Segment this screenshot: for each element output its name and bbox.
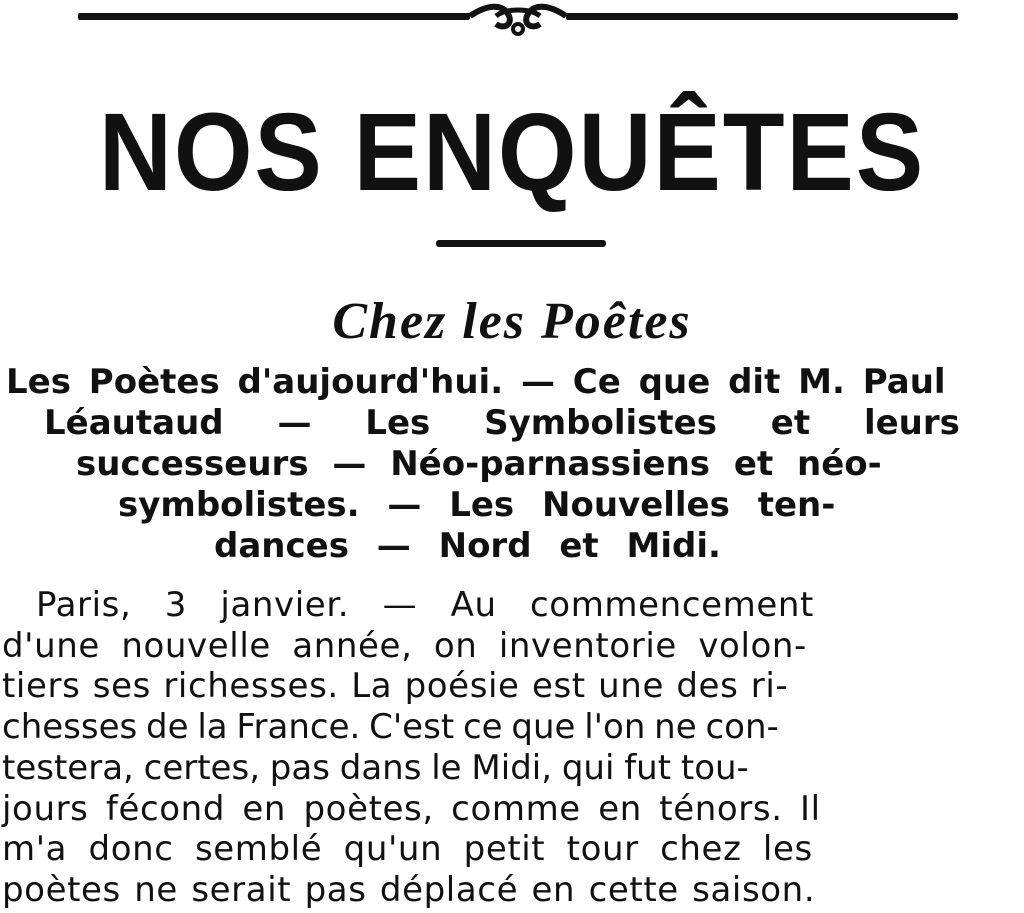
article-line: tiers ses richesses. La poésie est une des ri- [2, 666, 789, 707]
article-line: m'a donc semblé qu'un petit tour chez les [2, 829, 813, 870]
article-body [0, 585, 1024, 911]
summary-line: successeurs — Néo-parnassiens et néo- [76, 444, 882, 484]
article-line: testera, certes, pas dans le Midi, qui fut tou- [2, 747, 749, 788]
summary-line: Les Poètes d'aujourd'hui. — Ce que dit M. Paul [6, 362, 946, 402]
summary-line: Léautaud — Les Symbolistes et leurs [44, 403, 960, 443]
article-line: poètes ne serait pas déplacé en cette saison. [2, 869, 816, 910]
article-line: d'une nouvelle année, on inventorie volon- [2, 625, 807, 666]
summary-line: dances — Nord et Midi. [214, 526, 721, 566]
headline: NOS ENQUÊTES [98, 91, 926, 214]
summary-line: symbolistes. — Les Nouvelles ten- [118, 485, 836, 525]
header-ornament [78, 2, 958, 38]
article-summary [0, 362, 1024, 567]
subheadline: Chez les Poêtes [332, 293, 692, 350]
article-line: jours fécond en poètes, comme en ténors. Il [2, 788, 821, 829]
article-line: Paris, 3 janvier. — Au commencement [36, 585, 814, 625]
headline-rule [436, 240, 606, 247]
article-line: chesses de la France. C'est ce que l'on ne con- [2, 707, 779, 748]
